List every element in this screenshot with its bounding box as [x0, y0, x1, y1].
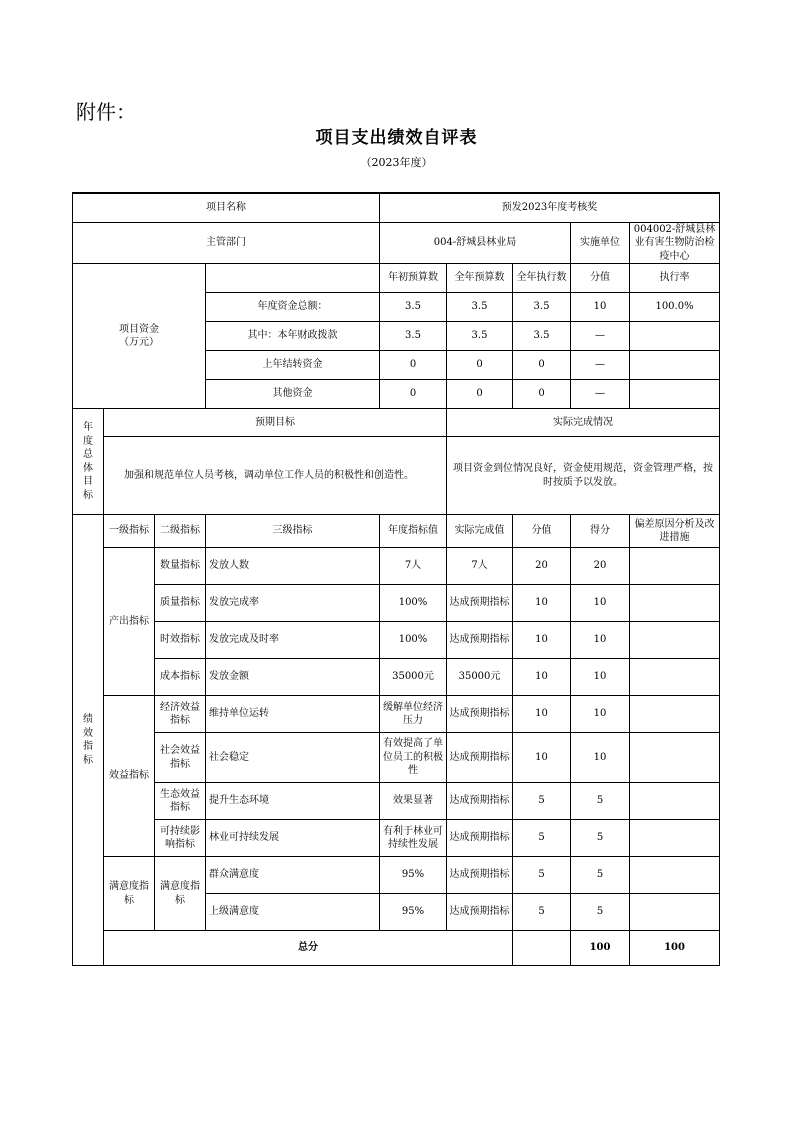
total-label: 总分	[104, 931, 513, 966]
deviation-note	[630, 783, 720, 820]
actual-value: 35000元	[447, 659, 513, 696]
funds-cell: 3.5	[380, 322, 447, 351]
level2-indicator: 生态效益指标	[155, 783, 206, 820]
level3-indicator: 林业可持续发展	[206, 820, 380, 857]
score: 5	[513, 820, 571, 857]
target-value: 有效提高了单位员工的积极性	[380, 733, 447, 783]
funds-cell: 3.5	[513, 322, 571, 351]
perf-header: 得分	[571, 515, 630, 548]
level1-indicator: 效益指标	[104, 696, 155, 857]
funds-cell: 0	[380, 351, 447, 380]
level3-indicator: 社会稳定	[206, 733, 380, 783]
target-value: 95%	[380, 857, 447, 894]
total-got: 100	[630, 931, 720, 966]
level3-indicator: 群众满意度	[206, 857, 380, 894]
annual-goal-label: 年度总体目标	[73, 409, 104, 515]
actual-value: 达成预期指标	[447, 857, 513, 894]
funds-cell	[630, 351, 720, 380]
level3-indicator: 提升生态环境	[206, 783, 380, 820]
perf-header: 年度指标值	[380, 515, 447, 548]
project-name-label: 项目名称	[73, 193, 380, 222]
funds-row-label: 其中：本年财政拨款	[206, 322, 380, 351]
funds-cell: 3.5	[447, 322, 513, 351]
expected-goal-header: 预期目标	[104, 409, 447, 437]
level2-indicator: 质量指标	[155, 585, 206, 622]
impl-value: 004002-舒城县林业有害生物防治检疫中心	[630, 222, 720, 264]
perf-header: 实际完成值	[447, 515, 513, 548]
level3-indicator: 发放完成率	[206, 585, 380, 622]
score: 5	[513, 857, 571, 894]
total-score: 100	[571, 931, 630, 966]
funds-row-label: 其他资金	[206, 380, 380, 409]
deviation-note	[630, 659, 720, 696]
actual-result-header: 实际完成情况	[447, 409, 720, 437]
perf-header: 一级指标	[104, 515, 155, 548]
funds-cell: 0	[447, 380, 513, 409]
got-score: 10	[571, 696, 630, 733]
report-year: （2023年度）	[360, 156, 433, 169]
score: 5	[513, 783, 571, 820]
target-value: 100%	[380, 585, 447, 622]
level2-indicator: 可持续影响指标	[155, 820, 206, 857]
deviation-note	[630, 696, 720, 733]
got-score: 5	[571, 857, 630, 894]
funds-cell: 0	[380, 380, 447, 409]
funds-cell: —	[571, 380, 630, 409]
perf-header: 三级指标	[206, 515, 380, 548]
level2-indicator: 成本指标	[155, 659, 206, 696]
level3-indicator: 发放金额	[206, 659, 380, 696]
score: 10	[513, 659, 571, 696]
funds-cell: —	[571, 322, 630, 351]
score: 10	[513, 696, 571, 733]
got-score: 5	[571, 894, 630, 931]
funds-header: 分值	[571, 264, 630, 293]
funds-row-label: 年度资金总额：	[206, 293, 380, 322]
score: 10	[513, 585, 571, 622]
actual-value: 达成预期指标	[447, 696, 513, 733]
perf-header: 分值	[513, 515, 571, 548]
level2-indicator: 满意度指标	[155, 857, 206, 931]
level1-indicator: 产出指标	[104, 548, 155, 696]
actual-value: 达成预期指标	[447, 894, 513, 931]
funds-cell: 3.5	[447, 293, 513, 322]
funds-cell: 10	[571, 293, 630, 322]
total-blank	[513, 931, 571, 966]
expected-goal-text: 加强和规范单位人员考核，调动单位工作人员的积极性和创造性。	[104, 437, 447, 515]
target-value: 95%	[380, 894, 447, 931]
level2-indicator: 社会效益指标	[155, 733, 206, 783]
target-value: 有利于林业可持续性发展	[380, 820, 447, 857]
self-evaluation-table	[72, 192, 720, 966]
target-value: 35000元	[380, 659, 447, 696]
got-score: 10	[571, 733, 630, 783]
attachment-label: 附件：	[76, 100, 136, 124]
perf-header: 偏差原因分析及改进措施	[630, 515, 720, 548]
level3-indicator: 发放人数	[206, 548, 380, 585]
funds-cell: 100.0%	[630, 293, 720, 322]
page-title: 项目支出绩效自评表	[315, 128, 478, 148]
level3-indicator: 发放完成及时率	[206, 622, 380, 659]
actual-value: 达成预期指标	[447, 820, 513, 857]
actual-result-text: 项目资金到位情况良好，资金使用规范，资金管理严格，按时按质予以发放。	[447, 437, 720, 515]
funds-cell	[630, 380, 720, 409]
target-value: 效果显著	[380, 783, 447, 820]
actual-value: 7人	[447, 548, 513, 585]
funds-cell: 0	[447, 351, 513, 380]
got-score: 5	[571, 820, 630, 857]
actual-value: 达成预期指标	[447, 585, 513, 622]
score: 20	[513, 548, 571, 585]
level2-indicator: 时效指标	[155, 622, 206, 659]
deviation-note	[630, 585, 720, 622]
funds-header-blank	[206, 264, 380, 293]
score: 10	[513, 622, 571, 659]
funds-cell: —	[571, 351, 630, 380]
level3-indicator: 上级满意度	[206, 894, 380, 931]
funds-cell: 3.5	[513, 293, 571, 322]
funds-header: 年初预算数	[380, 264, 447, 293]
impl-label: 实施单位	[571, 222, 630, 264]
funds-cell: 0	[513, 351, 571, 380]
funds-header: 执行率	[630, 264, 720, 293]
perf-indicator-label: 绩效指标	[73, 515, 104, 966]
funds-cell	[630, 322, 720, 351]
deviation-note	[630, 820, 720, 857]
dept-value: 004-舒城县林业局	[380, 222, 571, 264]
deviation-note	[630, 622, 720, 659]
deviation-note	[630, 733, 720, 783]
funds-header: 全年预算数	[447, 264, 513, 293]
got-score: 10	[571, 585, 630, 622]
level1-indicator: 满意度指标	[104, 857, 155, 931]
level2-indicator: 经济效益指标	[155, 696, 206, 733]
target-value: 7人	[380, 548, 447, 585]
score: 10	[513, 733, 571, 783]
actual-value: 达成预期指标	[447, 622, 513, 659]
funds-row-label: 上年结转资金	[206, 351, 380, 380]
actual-value: 达成预期指标	[447, 733, 513, 783]
funds-cell: 0	[513, 380, 571, 409]
funds-cell: 3.5	[380, 293, 447, 322]
got-score: 10	[571, 659, 630, 696]
got-score: 10	[571, 622, 630, 659]
project-name-value: 预发2023年度考核奖	[380, 193, 720, 222]
score: 5	[513, 894, 571, 931]
level3-indicator: 维持单位运转	[206, 696, 380, 733]
dept-label: 主管部门	[73, 222, 380, 264]
perf-header: 二级指标	[155, 515, 206, 548]
funds-label: 项目资金 （万元）	[73, 264, 206, 409]
funds-header: 全年执行数	[513, 264, 571, 293]
deviation-note	[630, 857, 720, 894]
deviation-note	[630, 548, 720, 585]
deviation-note	[630, 894, 720, 931]
target-value: 100%	[380, 622, 447, 659]
target-value: 缓解单位经济压力	[380, 696, 447, 733]
got-score: 20	[571, 548, 630, 585]
got-score: 5	[571, 783, 630, 820]
level2-indicator: 数量指标	[155, 548, 206, 585]
actual-value: 达成预期指标	[447, 783, 513, 820]
